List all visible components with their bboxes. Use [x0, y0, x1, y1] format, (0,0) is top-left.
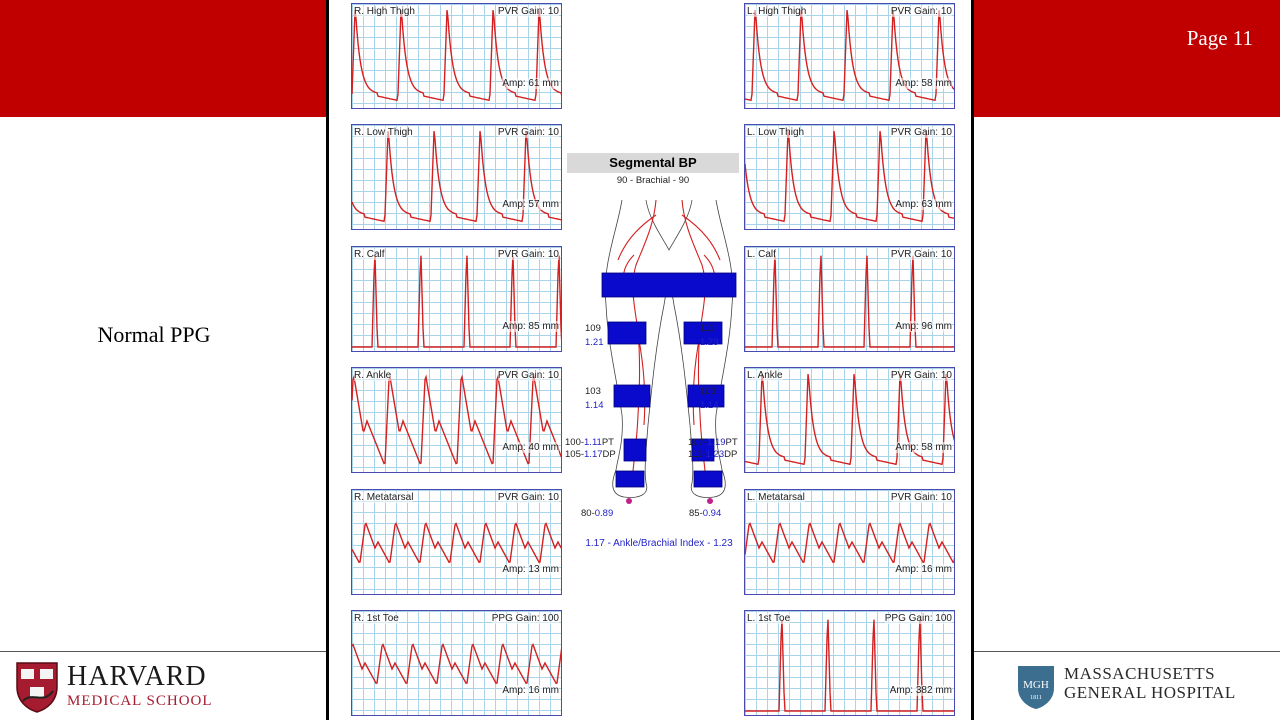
waveform-trace	[745, 611, 955, 716]
r-high-thigh-pressure: 109	[585, 323, 601, 334]
panel-label: R. High Thigh	[354, 6, 415, 17]
panel-amplitude: Amp: 382 mm	[889, 685, 952, 696]
bp-cuff	[694, 471, 722, 487]
bp-cuff	[624, 439, 646, 461]
bp-cuff	[608, 322, 646, 344]
r-toe-reading: 80-0.89	[581, 508, 614, 519]
waveform-trace	[352, 490, 562, 595]
right-waveform-panel	[351, 124, 562, 230]
panel-label: R. 1st Toe	[354, 613, 399, 624]
mgh-wordmark-line1: MASSACHUSETTS	[1064, 664, 1216, 683]
panel-amplitude: Amp: 85 mm	[502, 321, 559, 332]
panel-amplitude: Amp: 61 mm	[502, 78, 559, 89]
panel-amplitude: Amp: 13 mm	[502, 564, 559, 575]
panel-gain: PVR Gain: 10	[497, 249, 559, 260]
panel-label: L. High Thigh	[747, 6, 807, 17]
header-red-band-left	[0, 0, 327, 117]
ankle-brachial-index: 1.17 - Ankle/Brachial Index - 1.23	[585, 538, 733, 549]
harvard-medical-school-logo	[15, 661, 213, 718]
left-waveform-panel	[744, 3, 955, 109]
waveform-trace	[352, 247, 562, 352]
panel-label: R. Low Thigh	[354, 127, 413, 138]
svg-text:1811: 1811	[1030, 695, 1042, 701]
panel-label: L. Ankle	[747, 370, 783, 381]
slide-caption: Normal PPG	[97, 322, 211, 347]
left-waveform-panel	[744, 246, 955, 352]
panel-label: L. 1st Toe	[747, 613, 791, 624]
panel-amplitude: Amp: 58 mm	[895, 78, 952, 89]
medical-school-wordmark: MEDICAL SCHOOL	[67, 693, 213, 709]
l-dp-reading: 111-1.23DP	[688, 449, 738, 460]
bp-cuff	[602, 273, 736, 297]
panel-label: L. Metatarsal	[747, 492, 805, 503]
r-calf-pressure: 103	[585, 386, 601, 397]
panel-gain: PVR Gain: 10	[497, 127, 559, 138]
harvard-shield-icon	[15, 661, 59, 713]
panel-gain: PVR Gain: 10	[890, 6, 952, 17]
waveform-line	[352, 524, 562, 563]
left-waveform-panel	[744, 367, 955, 473]
panel-gain: PVR Gain: 10	[890, 249, 952, 260]
waveform-line	[745, 620, 955, 711]
footer-divider-left	[0, 651, 327, 652]
panel-amplitude: Amp: 16 mm	[502, 685, 559, 696]
mgh-wordmark-line2: GENERAL HOSPITAL	[1064, 683, 1236, 702]
svg-text:MGH: MGH	[1023, 679, 1049, 691]
l-calf-index: 1.14	[700, 400, 719, 411]
bp-cuff	[614, 385, 650, 407]
mgh-logo	[1016, 664, 1236, 715]
panel-gain: PVR Gain: 10	[497, 6, 559, 17]
panel-amplitude: Amp: 40 mm	[502, 442, 559, 453]
panel-gain: PVR Gain: 10	[890, 492, 952, 503]
waveform-line	[352, 645, 562, 684]
waveform-trace	[352, 368, 562, 473]
panel-gain: PVR Gain: 10	[890, 127, 952, 138]
waveform-trace	[352, 611, 562, 716]
r-pt-reading: 100-1.11PT	[565, 437, 614, 448]
panel-label: R. Ankle	[354, 370, 392, 381]
mgh-shield-icon	[1016, 664, 1056, 710]
l-pt-reading: 107-1.19PT	[688, 437, 738, 448]
panel-label: R. Metatarsal	[354, 492, 414, 503]
header-red-band-right	[973, 0, 1280, 117]
l-calf-pressure: 103	[700, 386, 716, 397]
brachial-pressure-line: 90 - Brachial - 90	[616, 175, 690, 186]
panel-gain: PPG Gain: 100	[884, 613, 952, 624]
waveform-trace	[745, 247, 955, 352]
pvr-report-image	[326, 0, 974, 720]
right-waveform-panel	[351, 3, 562, 109]
panel-amplitude: Amp: 16 mm	[895, 564, 952, 575]
left-waveform-panel	[744, 610, 955, 716]
panel-amplitude: Amp: 57 mm	[502, 199, 559, 210]
waveform-trace	[745, 4, 955, 109]
panel-label: L. Low Thigh	[747, 127, 805, 138]
r-calf-index: 1.14	[585, 400, 604, 411]
panel-amplitude: Amp: 58 mm	[895, 442, 952, 453]
panel-amplitude: Amp: 63 mm	[895, 199, 952, 210]
r-high-thigh-index: 1.21	[585, 337, 604, 348]
bp-cuff	[616, 471, 644, 487]
l-high-thigh-index: 1.23	[700, 337, 719, 348]
right-waveform-panel	[351, 489, 562, 595]
panel-gain: PVR Gain: 10	[890, 370, 952, 381]
harvard-wordmark: HARVARD	[67, 661, 207, 692]
segmental-bp-title: Segmental BP	[567, 153, 739, 173]
l-high-thigh-pressure: 111	[700, 323, 715, 334]
right-waveform-panel	[351, 246, 562, 352]
panel-label: R. Calf	[354, 249, 385, 260]
legs-diagram	[594, 195, 744, 515]
right-waveform-panel	[351, 367, 562, 473]
panel-amplitude: Amp: 96 mm	[895, 321, 952, 332]
waveform-trace	[352, 4, 562, 109]
l-toe-reading: 85-0.94	[689, 508, 722, 519]
left-waveform-panel	[744, 124, 955, 230]
footer-divider-right	[973, 651, 1280, 652]
panel-label: L. Calf	[747, 249, 776, 260]
waveform-trace	[745, 368, 955, 473]
waveform-trace	[745, 125, 955, 230]
waveform-line	[352, 256, 562, 347]
panel-gain: PPG Gain: 100	[491, 613, 559, 624]
panel-gain: PVR Gain: 10	[497, 370, 559, 381]
waveform-line	[745, 256, 955, 347]
page-number: Page 11	[1186, 26, 1253, 50]
right-waveform-panel	[351, 610, 562, 716]
waveform-trace	[352, 125, 562, 230]
r-dp-reading: 105-1.17DP	[565, 449, 616, 460]
panel-gain: PVR Gain: 10	[497, 492, 559, 503]
